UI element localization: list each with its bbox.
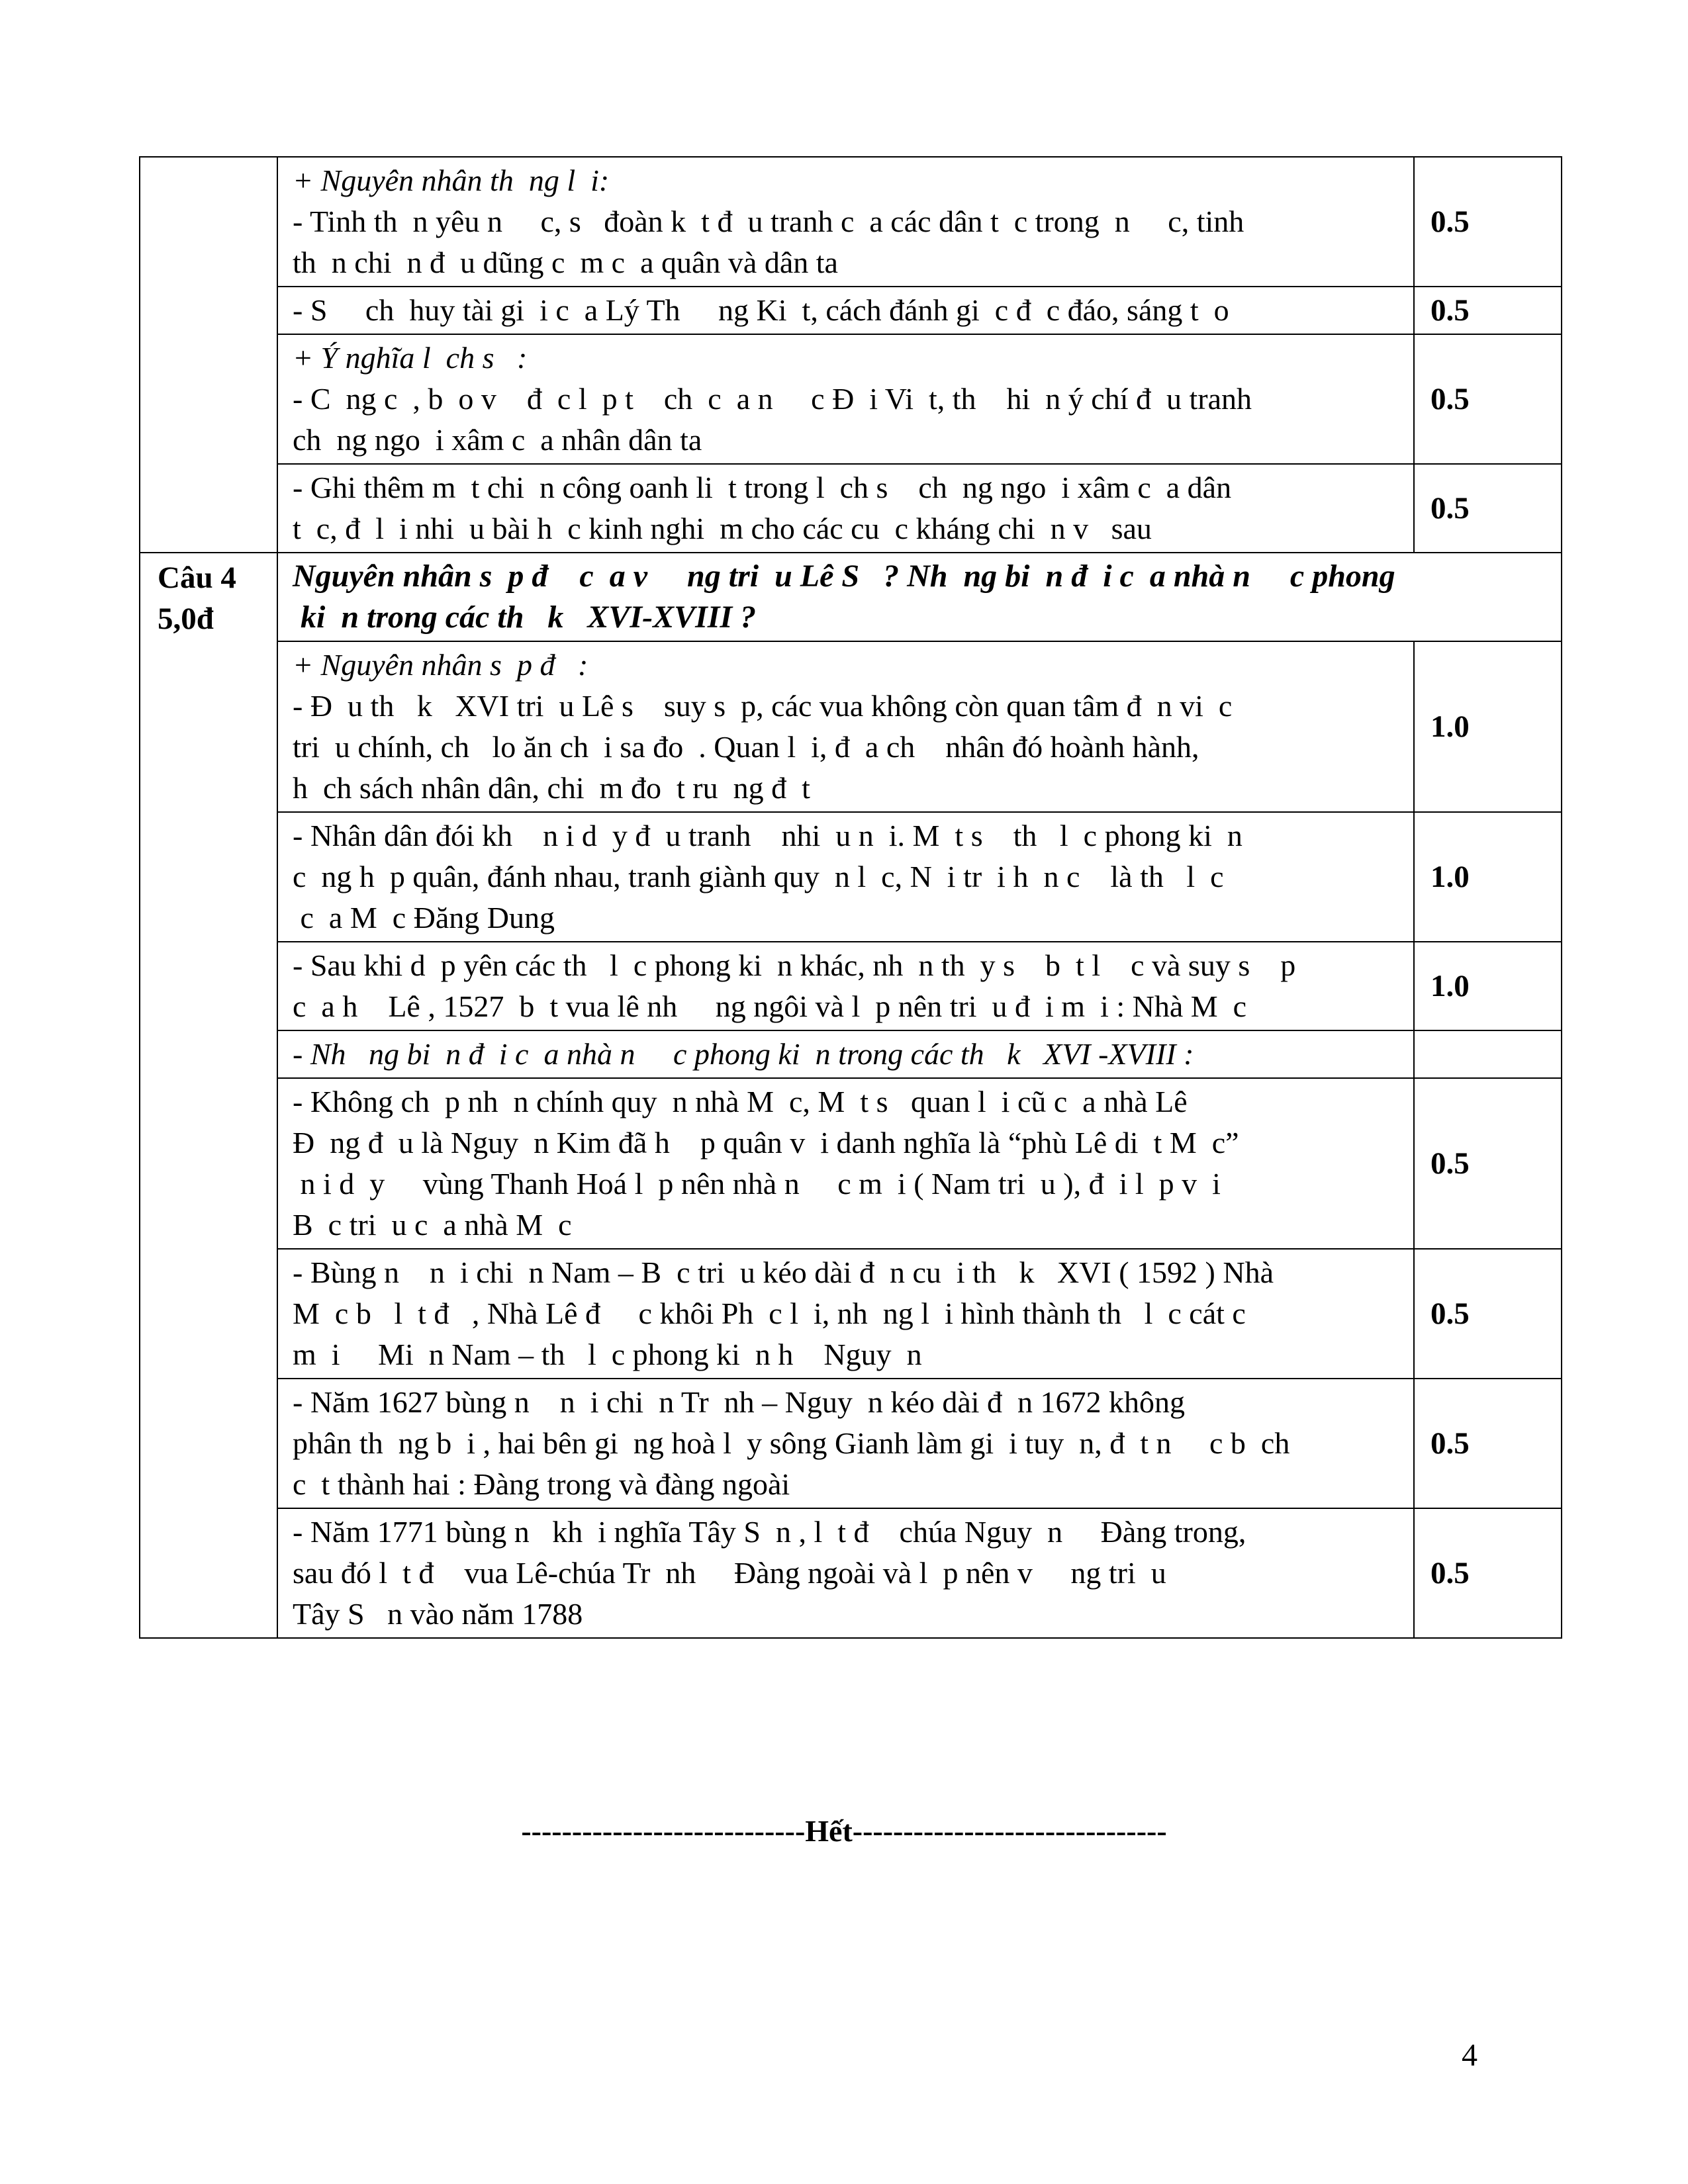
answer-text-cell: [277, 641, 1414, 812]
answer-text-cell: [277, 1030, 1414, 1078]
answer-text-cell: [277, 1379, 1414, 1508]
question-text-cell: [277, 553, 1562, 641]
answer-row: [140, 942, 1562, 1030]
answer-text-line: phân th ng b i , hai bên gi ng hoà l y sông Gianh làm gi i tuy n, đ t n c b ch: [293, 1426, 1290, 1460]
score-cell: 1.0: [1414, 942, 1562, 1030]
score-cell: 0.5: [1414, 157, 1562, 287]
answer-row: [140, 1508, 1562, 1638]
answer-row: [140, 157, 1562, 287]
answer-heading-line: + Nguyên nhân th ng l i:: [293, 163, 610, 197]
answer-text-cell: [277, 334, 1414, 464]
answer-text-cell: [277, 1508, 1414, 1638]
answer-text-line: tri u chính, ch lo ăn ch i sa đo . Quan l i, đ a ch nhân đó hoành hành,: [293, 730, 1199, 764]
answer-text-line: - Nhân dân đói kh n i d y đ u tranh nhi u n i. M t s th l c phong ki n: [293, 819, 1243, 852]
answer-text-line: h ch sách nhân dân, chi m đo t ru ng đ t: [293, 771, 810, 805]
answer-text-line: Đ ng đ u là Nguy n Kim đã h p quân v i danh nghĩa là “phù Lê di t M c”: [293, 1126, 1239, 1160]
score-cell: [1414, 1030, 1562, 1078]
answer-text-line: m i Mi n Nam – th l c phong ki n h Nguy n: [293, 1338, 922, 1371]
answer-text-cell: [277, 1249, 1414, 1379]
question-label-line: 5,0đ: [158, 602, 214, 636]
score-cell: 1.0: [1414, 641, 1562, 812]
answer-table-body: [140, 157, 1562, 1638]
answer-text-line: - C ng c , b o v đ c l p t ch c a n c Đ i Vi t, th hi n ý chí đ u tranh: [293, 382, 1252, 416]
answer-row: [140, 812, 1562, 942]
score-cell: 0.5: [1414, 334, 1562, 464]
answer-row: [140, 334, 1562, 464]
answer-text-line: c t thành hai : Đàng trong và đàng ngoài: [293, 1467, 790, 1501]
answer-text-line: M c b l t đ , Nhà Lê đ c khôi Ph c l i, nh ng l i hình thành th l c cát c: [293, 1297, 1246, 1330]
score-cell: 0.5: [1414, 1508, 1562, 1638]
score-cell: 0.5: [1414, 287, 1562, 334]
answer-row: [140, 287, 1562, 334]
score-cell: 0.5: [1414, 464, 1562, 553]
score-cell: 0.5: [1414, 1249, 1562, 1379]
end-marker: ----------------------------Hết-------------------------------: [521, 1814, 1167, 1848]
answer-text-line: - Bùng n n i chi n Nam – B c tri u kéo dài đ n cu i th k XVI ( 1592 ) Nhà: [293, 1255, 1274, 1289]
question-row: [140, 553, 1562, 641]
question-text-line: ki n trong các th k XVI-XVIII ?: [293, 600, 757, 635]
score-cell: 1.0: [1414, 812, 1562, 942]
answer-row: [140, 1030, 1562, 1078]
score-cell: 0.5: [1414, 1379, 1562, 1508]
answer-text-line: ch ng ngo i xâm c a nhân dân ta: [293, 423, 702, 457]
answer-text-line: - Không ch p nh n chính quy n nhà M c, M t s quan l i cũ c a nhà Lê: [293, 1085, 1188, 1118]
answer-text-cell: [277, 1078, 1414, 1249]
answer-text-line: t c, đ l i nhi u bài h c kinh nghi m cho các cu c kháng chi n v sau: [293, 512, 1152, 545]
answer-row: [140, 464, 1562, 553]
answer-text-line: - Ghi thêm m t chi n công oanh li t trong l ch s ch ng ngo i xâm c a dân: [293, 471, 1232, 504]
answer-text-cell: [277, 464, 1414, 553]
answer-heading-line: + Nguyên nhân s p đ :: [293, 648, 588, 682]
answer-text-line: c ng h p quân, đánh nhau, tranh giành quy n l c, N i tr i h n c là th l c: [293, 860, 1224, 893]
answer-row: [140, 641, 1562, 812]
answer-text-line: - Tinh th n yêu n c, s đoàn k t đ u tranh c a các dân t c trong n c, tinh: [293, 205, 1244, 238]
answer-text-line: th n chi n đ u dũng c m c a quân và dân ta: [293, 246, 838, 279]
score-cell: 0.5: [1414, 1078, 1562, 1249]
answer-table: [139, 156, 1562, 1639]
answer-heading-line: - Nh ng bi n đ i c a nhà n c phong ki n trong các th k XVI -XVIII :: [293, 1037, 1194, 1071]
answer-text-line: - Năm 1771 bùng n kh i nghĩa Tây S n , l t đ chúa Nguy n Đàng trong,: [293, 1515, 1246, 1549]
answer-text-line: B c tri u c a nhà M c: [293, 1208, 572, 1242]
answer-text-line: - S ch huy tài gi i c a Lý Th ng Ki t, cách đánh gi c đ c đáo, sáng t o: [293, 293, 1229, 327]
answer-text-line: - Sau khi d p yên các th l c phong ki n khác, nh n th y s b t l c và suy s p: [293, 948, 1296, 982]
answer-row: [140, 1249, 1562, 1379]
answer-text-line: sau đó l t đ vua Lê-chúa Tr nh Đàng ngoài và l p nên v ng tri u: [293, 1556, 1166, 1590]
answer-text-cell: [277, 812, 1414, 942]
question-label-cell: [140, 157, 277, 553]
answer-row: [140, 1078, 1562, 1249]
answer-text-line: Tây S n vào năm 1788: [293, 1597, 583, 1631]
answer-text-line: - Năm 1627 bùng n n i chi n Tr nh – Nguy n kéo dài đ n 1672 không: [293, 1385, 1186, 1419]
answer-text-line: n i d y vùng Thanh Hoá l p nên nhà n c m i ( Nam tri u ), đ i l p v i: [293, 1167, 1221, 1201]
question-text-line: Nguyên nhân s p đ c a v ng tri u Lê S ? Nh ng bi n đ i c a nhà n c phong: [293, 559, 1395, 594]
answer-text-line: - Đ u th k XVI tri u Lê s suy s p, các vua không còn quan tâm đ n vi c: [293, 689, 1233, 723]
page-number: 4: [1462, 2038, 1477, 2073]
answer-text-line: c a h Lê , 1527 b t vua lê nh ng ngôi và l p nên tri u đ i m i : Nhà M c: [293, 989, 1247, 1023]
answer-row: [140, 1379, 1562, 1508]
answer-text-cell: [277, 157, 1414, 287]
answer-text-cell: [277, 287, 1414, 334]
question-label-cell: [140, 553, 277, 1638]
question-label-line: Câu 4: [158, 561, 236, 595]
answer-heading-line: + Ý nghĩa l ch s :: [293, 341, 528, 375]
answer-text-line: c a M c Đăng Dung: [293, 901, 555, 934]
answer-text-cell: [277, 942, 1414, 1030]
